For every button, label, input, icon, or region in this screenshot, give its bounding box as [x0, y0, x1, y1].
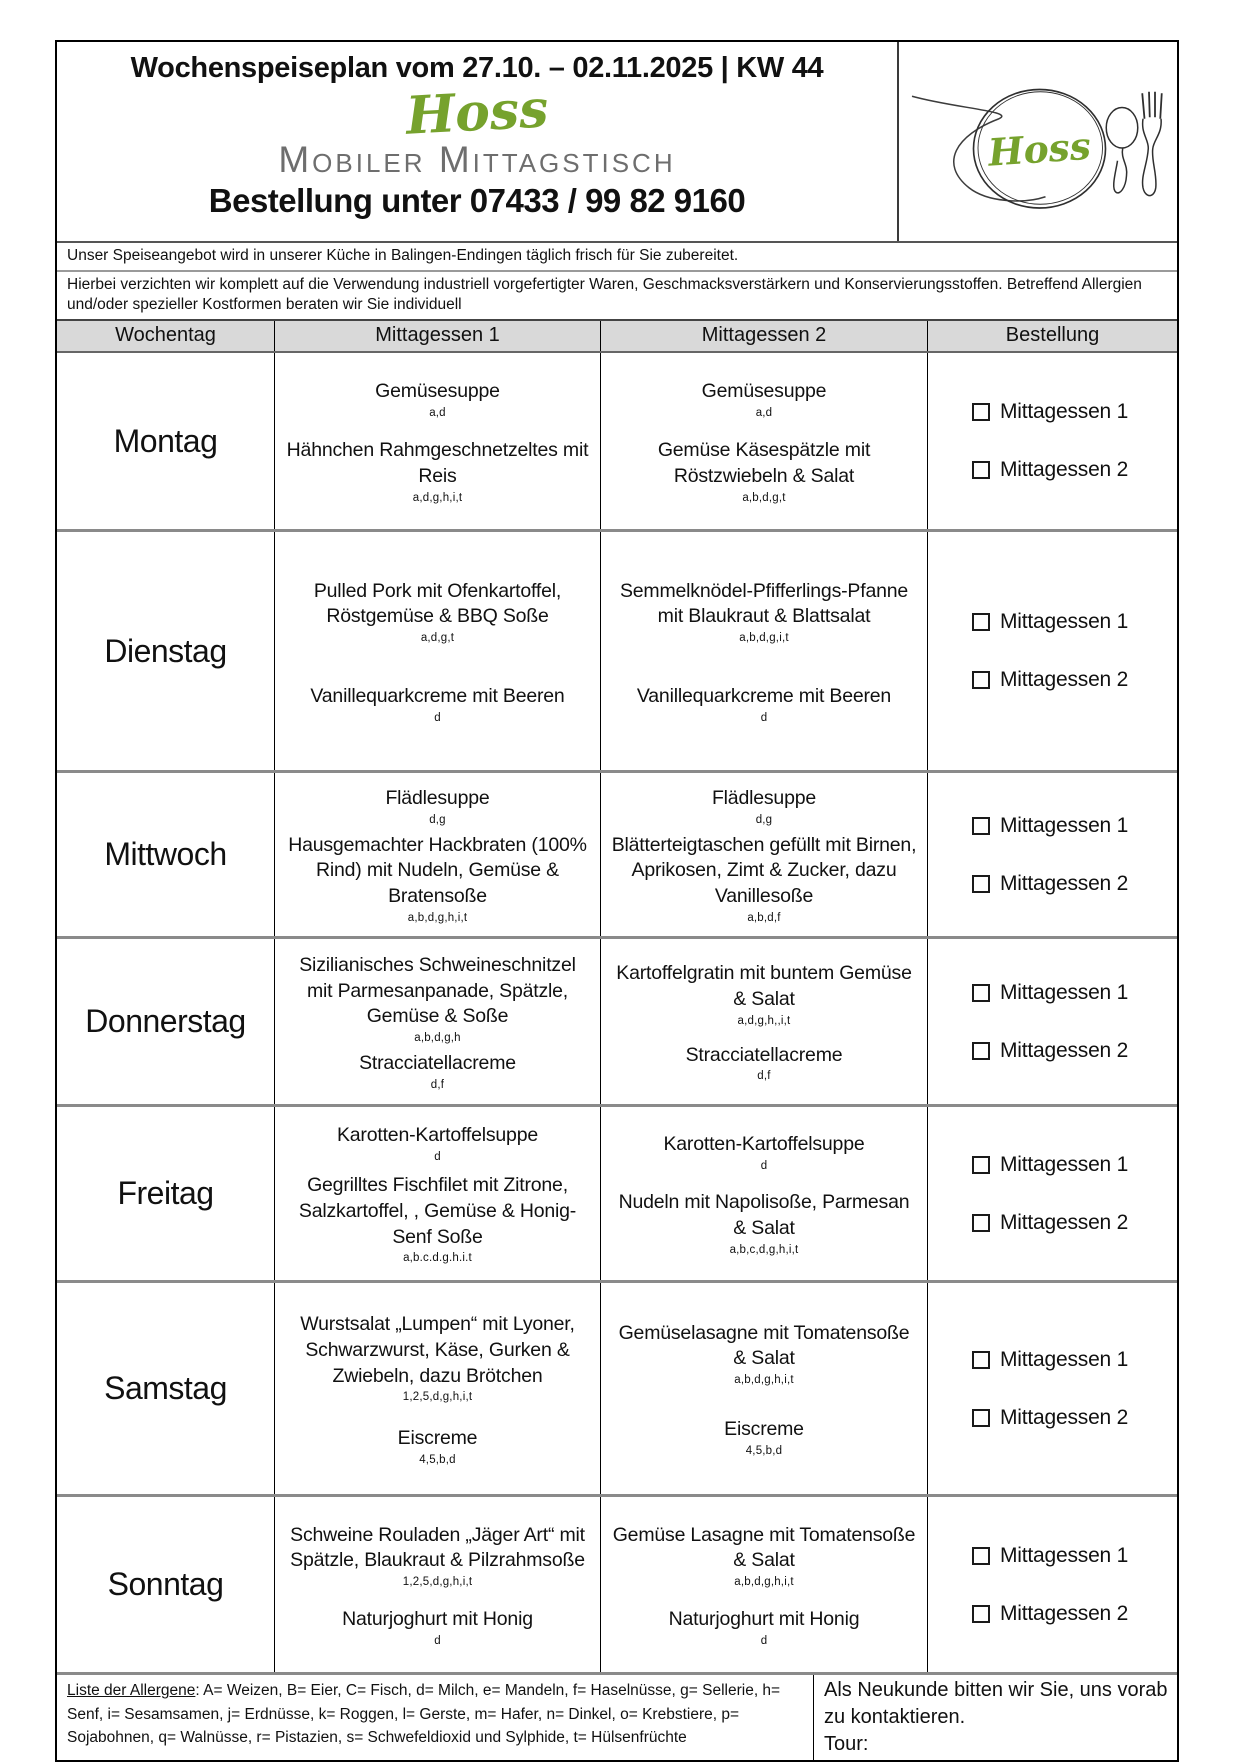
title-block [57, 42, 1177, 241]
meal-name: Gemüselasagne mit Tomatensoße & Salat [618, 1321, 910, 1370]
meal-cell-montag-mittagessen-2 [600, 353, 927, 529]
new-customer-note-cell [813, 1675, 1177, 1760]
day-row-dienstag [57, 529, 1177, 770]
checkbox-icon[interactable] [972, 1547, 990, 1565]
allergen-legend [57, 1675, 813, 1760]
meal-cell-sonntag-mittagessen-1 [274, 1497, 600, 1672]
order-cell-dienstag [927, 532, 1177, 770]
meal-allergen-codes: a,b,d,g,i,t [739, 632, 789, 645]
meal-allergen-codes: d [434, 1635, 441, 1648]
meal-allergen-codes: a,d,g,t [420, 632, 455, 645]
order-option-samstag-mittagessen-2[interactable] [972, 1406, 1128, 1430]
order-option-donnerstag-mittagessen-2[interactable] [972, 1039, 1128, 1063]
column-header-mittagessen-1: Mittagessen 1 [274, 321, 600, 351]
meal-item [285, 1173, 590, 1264]
order-cell-sonntag [927, 1497, 1177, 1672]
day-row-freitag [57, 1104, 1177, 1280]
day-label-mittwoch: Mittwoch [104, 836, 227, 873]
order-option-label: Mittagessen 1 [1000, 1347, 1129, 1371]
meal-cell-donnerstag-mittagessen-1 [274, 939, 600, 1104]
table-body [57, 353, 1177, 1672]
logo-brand-text: Hoss [986, 123, 1093, 175]
meal-cell-montag-mittagessen-1 [274, 353, 600, 529]
meal-allergen-codes: d [760, 1635, 768, 1648]
meal-name: Gemüse Käsespätzle mit Röstzwiebeln & Salat [657, 439, 871, 488]
meal-item [285, 833, 590, 924]
checkbox-icon[interactable] [972, 1605, 990, 1623]
meal-item [669, 1607, 860, 1647]
meal-item [310, 684, 564, 724]
order-option-mittwoch-mittagessen-2[interactable] [972, 872, 1128, 896]
meal-cell-dienstag-mittagessen-2 [600, 532, 927, 770]
meal-allergen-codes: d [434, 1151, 441, 1164]
meal-name: Karotten-Kartoffelsuppe [336, 1124, 538, 1147]
meal-allergen-codes: a,d [755, 406, 773, 419]
meal-allergen-codes: d [760, 1159, 768, 1172]
order-option-label: Mittagessen 1 [1000, 1543, 1129, 1567]
order-option-label: Mittagessen 2 [1000, 1038, 1129, 1062]
meal-name: Naturjoghurt mit Honig [668, 1608, 860, 1631]
info-line-1: Unser Speiseangebot wird in unserer Küche in Balingen-Endingen täglich frisch für Sie zubereitet. [57, 241, 1177, 270]
allergen-legend-text: : A= Weizen, B= Eier, C= Fisch, d= Milch, e= Mandeln, f= Haselnüsse, g= Sellerie, h= Senf, i= Sesamsamen, j= Erdnüsse, k= Roggen, l= Gerste, m= Hafer, n= Dinkel, o= Krebstiere, p= Sojabohnen, q= Walnüsse, r= Pistazien, s= Schwefeldioxid und Sylphide, t= Hülsenfrüchte [67, 1682, 781, 1746]
order-option-donnerstag-mittagessen-1[interactable] [972, 981, 1128, 1005]
hoss-plate-logo-icon [903, 48, 1173, 236]
order-option-label: Mittagessen 1 [1000, 1152, 1129, 1176]
meal-allergen-codes: a,b,d,g,h,i,t [734, 1374, 794, 1387]
meal-allergen-codes: 4,5,b,d [419, 1453, 456, 1466]
tour-label: Tour: [824, 1733, 869, 1756]
meal-cell-donnerstag-mittagessen-2 [600, 939, 927, 1104]
meal-name: Karotten-Kartoffelsuppe [663, 1133, 865, 1156]
brand-wordmark: Hoss [404, 78, 550, 147]
day-row-donnerstag [57, 936, 1177, 1104]
meal-allergen-codes: a,d [429, 406, 446, 419]
meal-cell-sonntag-mittagessen-2 [600, 1497, 927, 1672]
meal-cell-samstag-mittagessen-2 [600, 1283, 927, 1494]
order-cell-mittwoch [927, 773, 1177, 936]
meal-allergen-codes: d [434, 712, 441, 725]
day-label-sonntag: Sonntag [107, 1566, 224, 1603]
meal-cell-mittwoch-mittagessen-2 [600, 773, 927, 936]
day-label-dienstag: Dienstag [104, 632, 227, 669]
meal-name: Stracciatellacreme [685, 1043, 843, 1066]
meal-item [611, 833, 917, 924]
checkbox-icon[interactable] [972, 875, 990, 893]
order-option-samstag-mittagessen-1[interactable] [972, 1348, 1128, 1372]
meal-name: Hähnchen Rahmgeschnetzeltes mit Reis [286, 439, 589, 488]
order-option-label: Mittagessen 1 [1000, 610, 1129, 634]
meal-name: Eiscreme [397, 1427, 478, 1449]
checkbox-icon[interactable] [972, 1409, 990, 1427]
meal-cell-mittwoch-mittagessen-1 [274, 773, 600, 936]
meal-name: Wurstsalat „Lumpen“ mit Lyoner, Schwarzwurst, Käse, Gurken & Zwiebeln, dazu Brötchen [300, 1313, 575, 1387]
meal-cell-freitag-mittagessen-2 [600, 1107, 927, 1280]
order-option-label: Mittagessen 2 [1000, 1405, 1129, 1429]
meal-name: Sizilianisches Schweineschnitzel mit Parmesanpanade, Spätzle, Gemüse & Soße [299, 953, 576, 1028]
meal-name: Eiscreme [724, 1418, 804, 1441]
order-option-freitag-mittagessen-1[interactable] [972, 1153, 1128, 1177]
footer-row [57, 1672, 1177, 1760]
meal-name: Gegrilltes Fischfilet mit Zitrone, Salzkartoffel, , Gemüse & Honig-Senf Soße [298, 1174, 577, 1248]
order-cell-montag [927, 353, 1177, 529]
order-option-label: Mittagessen 2 [1000, 1210, 1129, 1234]
meal-allergen-codes: a,b,c,d,g,h,i,t [729, 1243, 799, 1256]
meal-allergen-codes: d,f [757, 1070, 771, 1083]
meal-item [712, 786, 816, 826]
meal-item [285, 1312, 590, 1403]
meal-name: Stracciatellacreme [359, 1052, 516, 1075]
day-label-montag: Montag [113, 422, 218, 459]
checkbox-icon[interactable] [972, 984, 990, 1002]
day-row-montag [57, 353, 1177, 529]
day-label-samstag: Samstag [104, 1370, 227, 1407]
meal-item [611, 1190, 917, 1255]
page-title: Wochenspeiseplan vom 27.10. – 02.11.2025 | KW 44 [130, 52, 824, 84]
day-row-mittwoch [57, 770, 1177, 936]
meal-name: Vanillequarkcreme mit Beeren [310, 685, 565, 708]
meal-item [611, 961, 917, 1026]
meal-name: Pulled Pork mit Ofenkartoffel, Röstgemüse & BBQ Soße [313, 579, 562, 628]
meal-item [398, 1426, 478, 1466]
order-option-label: Mittagessen 1 [1000, 813, 1129, 837]
column-header-bestellung: Bestellung [927, 321, 1177, 351]
order-option-label: Mittagessen 1 [1000, 980, 1129, 1004]
day-label-donnerstag: Donnerstag [85, 1003, 246, 1040]
order-option-label: Mittagessen 1 [1000, 400, 1129, 424]
checkbox-icon[interactable] [972, 1351, 990, 1369]
allergen-legend-title: Liste der Allergene [67, 1682, 196, 1700]
meal-item [285, 579, 590, 644]
meal-name: Hausgemachter Hackbraten (100% Rind) mit Nudeln, Gemüse & Bratensoße [288, 833, 587, 907]
new-customer-note: Als Neukunde bitten wir Sie, uns vorab zu kontaktieren. [824, 1679, 1168, 1729]
meal-item [359, 1051, 516, 1091]
meal-allergen-codes: a,b,d,g,h,i,t [734, 1576, 794, 1589]
meal-name: Gemüsesuppe [701, 380, 827, 403]
meal-item [724, 1417, 804, 1457]
brand-subtitle: Mobiler Mittagstisch [278, 139, 676, 180]
checkbox-icon[interactable] [972, 613, 990, 631]
meal-item [611, 579, 917, 644]
meal-name: Blätterteigtaschen gefüllt mit Birnen, Aprikosen, Zimt & Zucker, dazu Vanillesoße [611, 833, 917, 907]
checkbox-icon[interactable] [972, 403, 990, 421]
checkbox-icon[interactable] [972, 671, 990, 689]
menu-document [55, 40, 1179, 1762]
meal-item [342, 1607, 533, 1647]
meal-cell-dienstag-mittagessen-1 [274, 532, 600, 770]
meal-allergen-codes: d,g [429, 813, 446, 826]
checkbox-icon[interactable] [972, 817, 990, 835]
meal-item [375, 379, 500, 419]
day-row-samstag [57, 1280, 1177, 1494]
order-option-label: Mittagessen 2 [1000, 668, 1129, 692]
meal-name: Flädlesuppe [385, 787, 490, 810]
meal-cell-samstag-mittagessen-1 [274, 1283, 600, 1494]
order-phone-line: Bestellung unter 07433 / 99 82 9160 [208, 181, 746, 219]
order-option-mittwoch-mittagessen-1[interactable] [972, 814, 1128, 838]
order-cell-donnerstag [927, 939, 1177, 1104]
checkbox-icon[interactable] [972, 1156, 990, 1174]
meal-item [337, 1123, 538, 1163]
meal-name: Kartoffelgratin mit buntem Gemüse & Salat [616, 962, 912, 1011]
meal-name: Gemüse Lasagne mit Tomatensoße & Salat [612, 1523, 916, 1572]
order-option-montag-mittagessen-1[interactable] [972, 400, 1128, 424]
order-option-dienstag-mittagessen-2[interactable] [972, 668, 1128, 692]
order-option-freitag-mittagessen-2[interactable] [972, 1211, 1128, 1235]
info-line-2: Hierbei verzichten wir komplett auf die Verwendung industriell vorgefertigter Waren, Geschmacksverstärkern und Konservierungsstoffen. Betreffend Allergien und/oder spezieller Kostformen beraten wir Sie individuell [57, 270, 1177, 319]
meal-name: Schweine Rouladen „Jäger Art“ mit Spätzle, Blaukraut & Pilzrahmsoße [290, 1523, 585, 1572]
meal-allergen-codes: 1,2,5,d,g,h,i,t [402, 1576, 473, 1589]
meal-allergen-codes: 4,5,b,d [745, 1445, 783, 1458]
meal-name: Semmelknödel-Pfifferlings-Pfanne mit Blaukraut & Blattsalat [619, 579, 909, 628]
meal-allergen-codes: a,b,d,g,t [742, 491, 786, 504]
meal-item [611, 1321, 917, 1386]
meal-allergen-codes: a,d,g,h,i,t [412, 491, 463, 504]
order-option-label: Mittagessen 2 [1000, 871, 1129, 895]
order-cell-samstag [927, 1283, 1177, 1494]
meal-item [611, 438, 917, 503]
meal-item [385, 786, 489, 826]
logo-cell [897, 42, 1177, 241]
meal-allergen-codes: a,b,d,g,h [414, 1031, 461, 1044]
meal-allergen-codes: d,g [755, 813, 773, 826]
meal-item [637, 684, 891, 724]
meal-allergen-codes: a,b,d,f [747, 911, 781, 924]
order-option-label: Mittagessen 2 [1000, 458, 1129, 482]
table-header-row [57, 319, 1177, 353]
meal-allergen-codes: a,d,g,h,,i,t [737, 1014, 791, 1027]
meal-name: Naturjoghurt mit Honig [342, 1608, 533, 1631]
meal-allergen-codes: a,b.c.d.g.h.i.t [403, 1252, 472, 1265]
checkbox-icon[interactable] [972, 1042, 990, 1060]
checkbox-icon[interactable] [972, 1214, 990, 1232]
order-option-montag-mittagessen-2[interactable] [972, 458, 1128, 482]
meal-item [285, 1523, 590, 1588]
meal-item [702, 379, 827, 419]
meal-name: Vanillequarkcreme mit Beeren [636, 685, 892, 708]
order-option-label: Mittagessen 2 [1000, 1601, 1129, 1625]
meal-item [611, 1523, 917, 1588]
title-column [57, 42, 897, 241]
meal-allergen-codes: d [760, 712, 768, 725]
meal-item [663, 1132, 864, 1172]
meal-item [686, 1043, 843, 1083]
meal-item [285, 438, 590, 503]
order-cell-freitag [927, 1107, 1177, 1280]
meal-allergen-codes: d,f [430, 1079, 445, 1092]
meal-cell-freitag-mittagessen-1 [274, 1107, 600, 1280]
checkbox-icon[interactable] [972, 461, 990, 479]
order-option-sonntag-mittagessen-2[interactable] [972, 1602, 1128, 1626]
meal-name: Nudeln mit Napolisoße, Parmesan & Salat [618, 1191, 910, 1240]
order-option-dienstag-mittagessen-1[interactable] [972, 610, 1128, 634]
meal-allergen-codes: a,b,d,g,h,i,t [407, 911, 468, 924]
order-option-sonntag-mittagessen-1[interactable] [972, 1544, 1128, 1568]
meal-name: Flädlesuppe [711, 787, 817, 810]
day-row-sonntag [57, 1494, 1177, 1672]
meal-name: Gemüsesuppe [375, 380, 500, 403]
column-header-wochentag: Wochentag [115, 324, 216, 347]
column-header-mittagessen-2: Mittagessen 2 [600, 321, 927, 351]
day-label-freitag: Freitag [117, 1175, 214, 1212]
meal-item [285, 953, 590, 1044]
meal-allergen-codes: 1,2,5,d,g,h,i,t [402, 1391, 473, 1404]
